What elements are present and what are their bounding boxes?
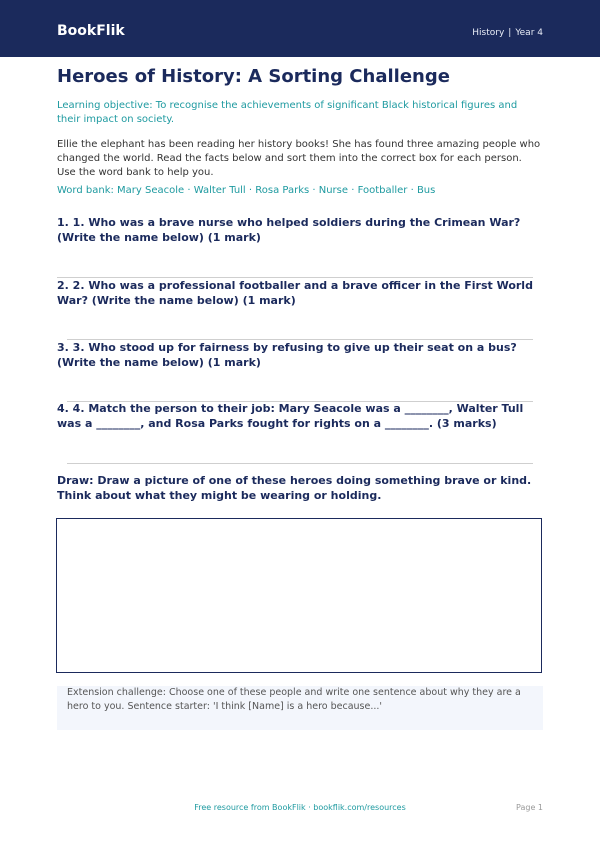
intro-text: Ellie the elephant has been reading her history books! She has found three amazing people who changed the world. Read the facts below and sort them into the correct box for each person. Use the word bank to help you. <box>57 139 541 178</box>
subject-label: History <box>472 28 505 38</box>
header-meta <box>472 28 543 38</box>
page-title: Heroes of History: A Sorting Challenge <box>57 66 450 87</box>
brand-logo: BookFlik <box>57 23 125 39</box>
answer-line-4[interactable] <box>67 463 533 464</box>
extension-box <box>57 686 543 730</box>
year-label: Year 4 <box>515 28 543 38</box>
page-number: Page 1 <box>516 803 543 812</box>
separator: | <box>508 28 512 38</box>
question-4: 4. 4. Match the person to their job: Mary Seacole was a ________, Walter Tull was a ________, and Rosa Parks fought for rights on a ________. (3 marks) <box>57 402 524 430</box>
question-2: 2. 2. Who was a professional footballer and a brave officer in the First World War? (Write the name below) (1 mark) <box>57 279 533 307</box>
question-1: 1. 1. Who was a brave nurse who helped soldiers during the Crimean War? (Write the name below) (1 mark) <box>57 216 521 244</box>
drawing-area[interactable] <box>56 518 542 673</box>
header-bar <box>0 0 600 57</box>
footer-text: Free resource from BookFlik · bookflik.com/resources <box>194 803 406 812</box>
word-bank: Word bank: Mary Seacole · Walter Tull · Rosa Parks · Nurse · Footballer · Bus <box>57 185 436 196</box>
learning-objective: Learning objective: To recognise the achievements of significant Black historical figures and their impact on society. <box>57 100 518 125</box>
draw-prompt: Draw: Draw a picture of one of these heroes doing something brave or kind. Think about what they might be wearing or holding. <box>57 474 532 502</box>
question-3: 3. 3. Who stood up for fairness by refusing to give up their seat on a bus? (Write the name below) (1 mark) <box>57 341 517 369</box>
extension-text: Extension challenge: Choose one of these people and write one sentence about why they are a hero to you. Sentence starter: 'I think [Name] is a hero because...' <box>67 687 521 712</box>
